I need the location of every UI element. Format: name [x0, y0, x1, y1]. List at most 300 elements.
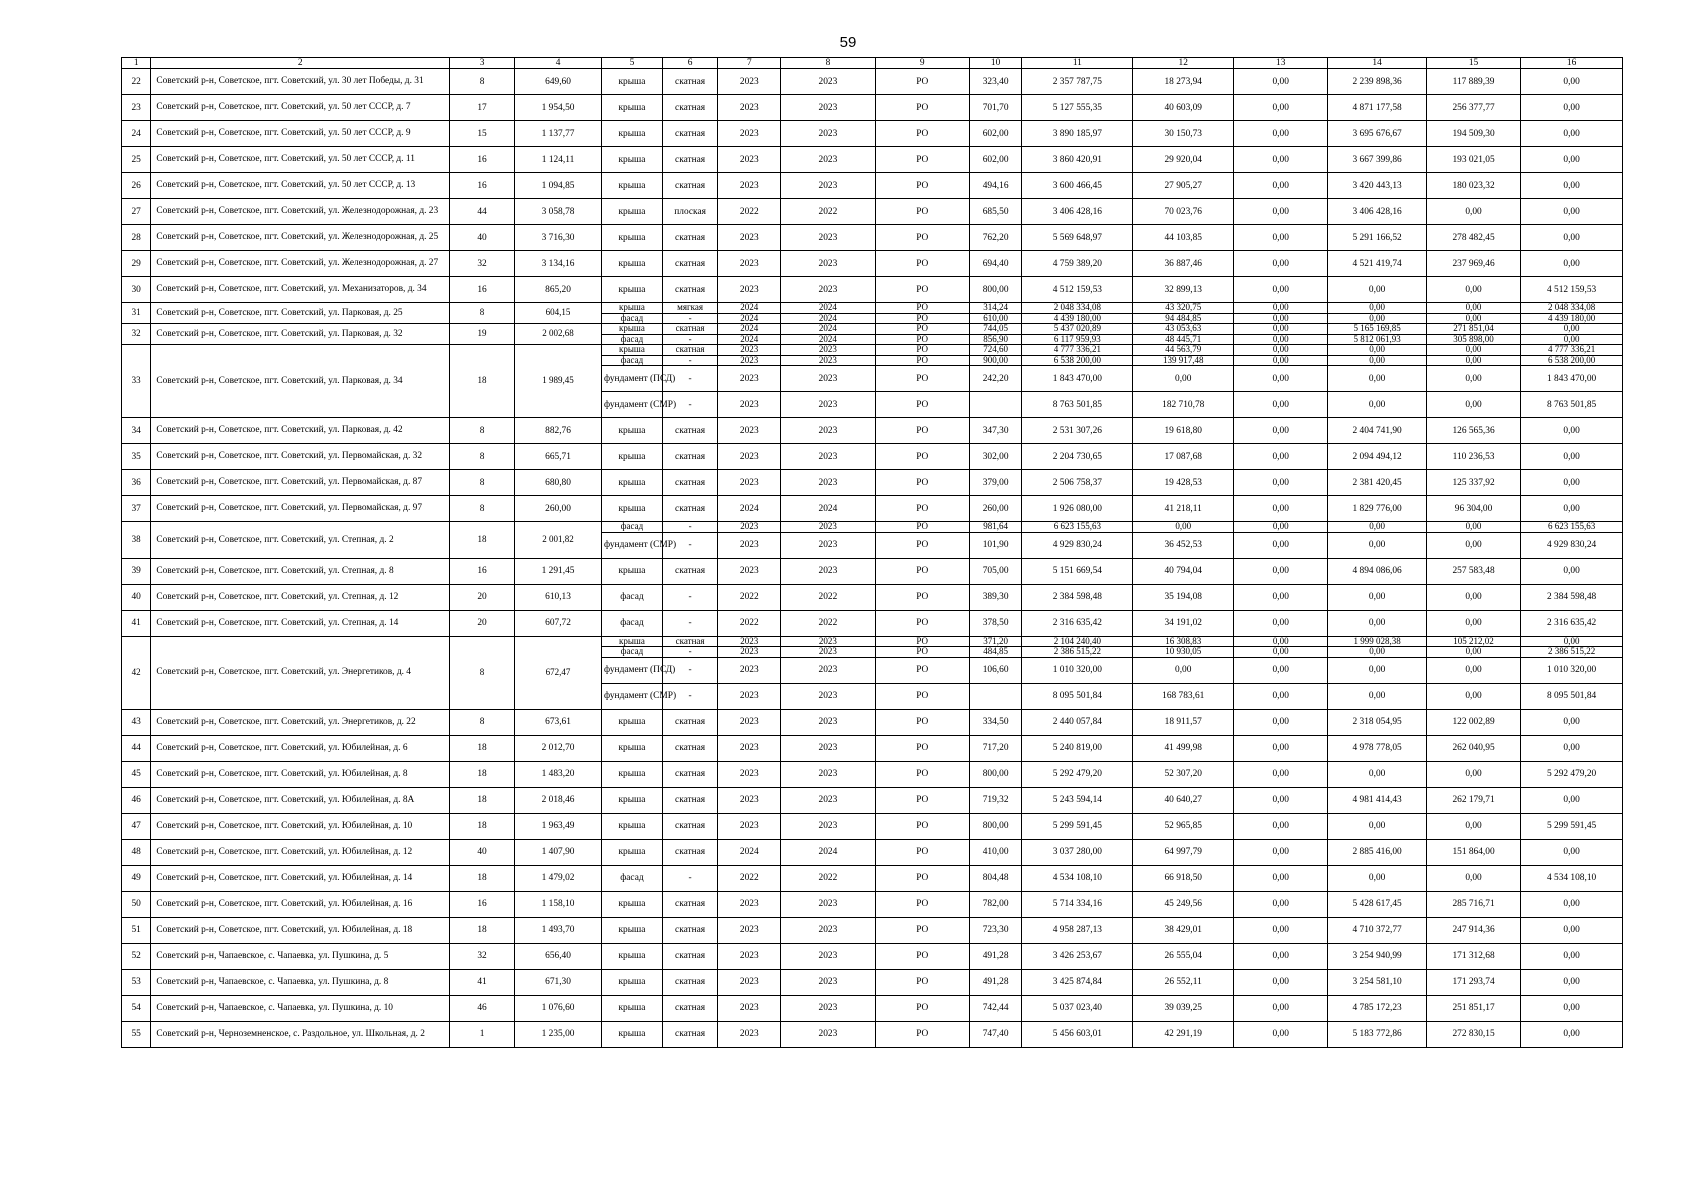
cell-col-9: РО	[875, 558, 969, 584]
cell-col-4: 2 001,82	[515, 522, 602, 559]
column-header: 6	[662, 58, 718, 69]
cell-col-9: РО	[875, 610, 969, 636]
cell-col-15: 0,00	[1426, 761, 1520, 787]
cell-col-6: скатная	[662, 496, 718, 522]
cell-col-4: 2 012,70	[515, 735, 602, 761]
cell-col-3: 8	[450, 470, 515, 496]
cell-col-5: крыша	[602, 324, 663, 335]
cell-col-6: -	[662, 334, 718, 345]
cell-col-16: 4 929 830,24	[1521, 532, 1623, 558]
cell-col-4: 1 407,90	[515, 839, 602, 865]
column-header: 1	[122, 58, 151, 69]
address-cell: Советский р-н, Чапаевское, с. Чапаевка, ул. Пушкина, д. 10	[151, 995, 450, 1021]
cell-col-8: 2023	[781, 891, 875, 917]
cell-col-3: 8	[450, 69, 515, 95]
cell-col-14: 2 885 416,00	[1328, 839, 1427, 865]
address-cell: Советский р-н, Советское, пгт. Советский, ул. Первомайская, д. 97	[151, 496, 450, 522]
cell-col-7: 2024	[718, 496, 781, 522]
cell-col-11: 5 437 020,89	[1022, 324, 1133, 335]
cell-col-3: 8	[450, 303, 515, 324]
row-number: 55	[122, 1021, 151, 1047]
address-cell: Советский р-н, Советское, пгт. Советский, ул. Парковая, д. 42	[151, 418, 450, 444]
cell-col-8: 2023	[781, 470, 875, 496]
cell-col-14: 0,00	[1328, 355, 1427, 366]
cell-col-6: -	[662, 865, 718, 891]
cell-col-6: -	[662, 522, 718, 533]
cell-col-14: 0,00	[1328, 522, 1427, 533]
cell-col-13: 0,00	[1234, 558, 1328, 584]
cell-col-7: 2023	[718, 969, 781, 995]
cell-col-5: фасад	[602, 334, 663, 345]
cell-col-14: 5 428 617,45	[1328, 891, 1427, 917]
cell-col-6: скатная	[662, 813, 718, 839]
cell-col-12: 43 053,63	[1133, 324, 1234, 335]
cell-col-16: 0,00	[1521, 787, 1623, 813]
cell-col-9: РО	[875, 444, 969, 470]
cell-col-6: -	[662, 610, 718, 636]
cell-col-3: 20	[450, 584, 515, 610]
page-number: 59	[839, 34, 857, 51]
cell-col-16: 0,00	[1521, 225, 1623, 251]
cell-col-8: 2022	[781, 199, 875, 225]
cell-col-10: 484,85	[969, 647, 1021, 658]
row-number: 27	[122, 199, 151, 225]
cell-col-3: 18	[450, 522, 515, 559]
cell-col-13: 0,00	[1234, 199, 1328, 225]
cell-col-15: 0,00	[1426, 303, 1520, 314]
column-header: 3	[450, 58, 515, 69]
table-body	[122, 69, 1623, 1048]
address-cell: Советский р-н, Советское, пгт. Советский, ул. Юбилейная, д. 6	[151, 735, 450, 761]
cell-col-3: 18	[450, 787, 515, 813]
cell-col-12: 40 603,09	[1133, 95, 1234, 121]
cell-col-6: скатная	[662, 943, 718, 969]
cell-col-8: 2023	[781, 225, 875, 251]
cell-col-4: 1 479,02	[515, 865, 602, 891]
cell-col-14: 0,00	[1328, 584, 1427, 610]
repair-register-table	[121, 57, 1623, 1048]
cell-col-11: 1 926 080,00	[1022, 496, 1133, 522]
cell-col-3: 16	[450, 147, 515, 173]
cell-col-9: РО	[875, 683, 969, 709]
cell-col-3: 32	[450, 251, 515, 277]
cell-col-8: 2023	[781, 657, 875, 683]
cell-col-13: 0,00	[1234, 761, 1328, 787]
cell-col-6: -	[662, 683, 718, 709]
cell-col-10: 701,70	[969, 95, 1021, 121]
address-cell: Советский р-н, Советское, пгт. Советский, ул. Энергетиков, д. 4	[151, 636, 450, 709]
cell-col-8: 2024	[781, 334, 875, 345]
cell-col-7: 2023	[718, 444, 781, 470]
cell-col-4: 1 483,20	[515, 761, 602, 787]
cell-col-15: 271 851,04	[1426, 324, 1520, 335]
cell-col-12: 27 905,27	[1133, 173, 1234, 199]
cell-col-11: 3 890 185,97	[1022, 121, 1133, 147]
cell-col-16: 6 623 155,63	[1521, 522, 1623, 533]
cell-col-14: 0,00	[1328, 761, 1427, 787]
cell-col-7: 2023	[718, 251, 781, 277]
address-cell: Советский р-н, Советское, пгт. Советский, ул. Энергетиков, д. 22	[151, 709, 450, 735]
cell-col-7: 2023	[718, 225, 781, 251]
table-row	[122, 199, 1623, 225]
cell-col-14: 2 094 494,12	[1328, 444, 1427, 470]
column-header: 10	[969, 58, 1021, 69]
cell-col-15: 96 304,00	[1426, 496, 1520, 522]
cell-col-15: 247 914,36	[1426, 917, 1520, 943]
table-subrow	[122, 522, 1623, 533]
cell-col-6: -	[662, 392, 718, 418]
cell-col-7: 2023	[718, 636, 781, 647]
table-row	[122, 584, 1623, 610]
cell-col-3: 8	[450, 496, 515, 522]
cell-col-6: скатная	[662, 709, 718, 735]
cell-col-7: 2023	[718, 813, 781, 839]
cell-col-8: 2024	[781, 313, 875, 324]
cell-col-13: 0,00	[1234, 532, 1328, 558]
cell-col-12: 17 087,68	[1133, 444, 1234, 470]
column-header: 15	[1426, 58, 1520, 69]
cell-col-8: 2024	[781, 324, 875, 335]
cell-col-13: 0,00	[1234, 610, 1328, 636]
address-cell: Советский р-н, Советское, пгт. Советский, ул. 50 лет СССР, д. 9	[151, 121, 450, 147]
cell-col-10: 800,00	[969, 277, 1021, 303]
cell-col-13: 0,00	[1234, 277, 1328, 303]
cell-col-5: крыша	[602, 147, 663, 173]
cell-col-16: 0,00	[1521, 735, 1623, 761]
cell-col-9: РО	[875, 761, 969, 787]
cell-col-15: 0,00	[1426, 355, 1520, 366]
row-number: 30	[122, 277, 151, 303]
cell-col-13: 0,00	[1234, 496, 1328, 522]
cell-col-3: 16	[450, 277, 515, 303]
cell-col-14: 4 978 778,05	[1328, 735, 1427, 761]
cell-col-12: 40 794,04	[1133, 558, 1234, 584]
cell-col-16: 6 538 200,00	[1521, 355, 1623, 366]
cell-col-4: 882,76	[515, 418, 602, 444]
row-number: 39	[122, 558, 151, 584]
cell-col-10: 602,00	[969, 121, 1021, 147]
row-number: 25	[122, 147, 151, 173]
cell-col-15: 0,00	[1426, 584, 1520, 610]
cell-col-9: РО	[875, 147, 969, 173]
cell-col-7: 2023	[718, 761, 781, 787]
cell-col-15: 194 509,30	[1426, 121, 1520, 147]
cell-col-11: 2 316 635,42	[1022, 610, 1133, 636]
cell-col-7: 2023	[718, 735, 781, 761]
row-number: 26	[122, 173, 151, 199]
cell-col-16: 0,00	[1521, 470, 1623, 496]
cell-col-12: 45 249,56	[1133, 891, 1234, 917]
cell-col-15: 0,00	[1426, 366, 1520, 392]
table-row	[122, 147, 1623, 173]
cell-col-13: 0,00	[1234, 917, 1328, 943]
table-row	[122, 95, 1623, 121]
row-number: 44	[122, 735, 151, 761]
address-cell: Советский р-н, Советское, пгт. Советский, ул. Юбилейная, д. 18	[151, 917, 450, 943]
cell-col-5: крыша	[602, 277, 663, 303]
cell-col-6: скатная	[662, 69, 718, 95]
row-number: 34	[122, 418, 151, 444]
cell-col-15: 126 565,36	[1426, 418, 1520, 444]
cell-col-4: 1 989,45	[515, 345, 602, 418]
cell-col-3: 46	[450, 995, 515, 1021]
table-subrow	[122, 303, 1623, 314]
cell-col-3: 40	[450, 225, 515, 251]
cell-col-10: 371,20	[969, 636, 1021, 647]
cell-col-6: -	[662, 647, 718, 658]
table-row	[122, 610, 1623, 636]
table-row	[122, 995, 1623, 1021]
cell-col-12: 0,00	[1133, 657, 1234, 683]
cell-col-7: 2023	[718, 683, 781, 709]
cell-col-6: скатная	[662, 917, 718, 943]
cell-col-14: 0,00	[1328, 392, 1427, 418]
cell-col-5: фундамент (СМР)	[602, 392, 663, 418]
cell-col-5: крыша	[602, 470, 663, 496]
address-cell: Советский р-н, Советское, пгт. Советский, ул. Парковая, д. 25	[151, 303, 450, 324]
cell-col-3: 18	[450, 761, 515, 787]
cell-col-10: 685,50	[969, 199, 1021, 225]
cell-col-5: фасад	[602, 584, 663, 610]
address-cell: Советский р-н, Советское, пгт. Советский, ул. Механизаторов, д. 34	[151, 277, 450, 303]
cell-col-15: 0,00	[1426, 865, 1520, 891]
cell-col-12: 0,00	[1133, 366, 1234, 392]
cell-col-14: 5 165 169,85	[1328, 324, 1427, 335]
cell-col-10: 747,40	[969, 1021, 1021, 1047]
cell-col-5: крыша	[602, 995, 663, 1021]
cell-col-6: -	[662, 313, 718, 324]
cell-col-6: скатная	[662, 251, 718, 277]
row-number: 29	[122, 251, 151, 277]
cell-col-10: 491,28	[969, 943, 1021, 969]
cell-col-11: 4 958 287,13	[1022, 917, 1133, 943]
cell-col-11: 4 929 830,24	[1022, 532, 1133, 558]
cell-col-15: 272 830,15	[1426, 1021, 1520, 1047]
cell-col-12: 42 291,19	[1133, 1021, 1234, 1047]
cell-col-8: 2023	[781, 943, 875, 969]
address-cell: Советский р-н, Советское, пгт. Советский, ул. Юбилейная, д. 14	[151, 865, 450, 891]
cell-col-12: 44 563,79	[1133, 345, 1234, 356]
cell-col-13: 0,00	[1234, 636, 1328, 647]
cell-col-16: 0,00	[1521, 324, 1623, 335]
cell-col-13: 0,00	[1234, 839, 1328, 865]
cell-col-4: 260,00	[515, 496, 602, 522]
cell-col-7: 2024	[718, 839, 781, 865]
cell-col-14: 2 239 898,36	[1328, 69, 1427, 95]
table-header	[122, 58, 1623, 69]
cell-col-16: 0,00	[1521, 1021, 1623, 1047]
column-header: 4	[515, 58, 602, 69]
cell-col-11: 5 037 023,40	[1022, 995, 1133, 1021]
cell-col-16: 0,00	[1521, 558, 1623, 584]
cell-col-5: крыша	[602, 709, 663, 735]
cell-col-15: 151 864,00	[1426, 839, 1520, 865]
cell-col-13: 0,00	[1234, 334, 1328, 345]
cell-col-9: РО	[875, 1021, 969, 1047]
cell-col-10: 694,40	[969, 251, 1021, 277]
cell-col-12: 35 194,08	[1133, 584, 1234, 610]
cell-col-12: 29 920,04	[1133, 147, 1234, 173]
cell-col-15: 262 040,95	[1426, 735, 1520, 761]
cell-col-12: 139 917,48	[1133, 355, 1234, 366]
cell-col-6: -	[662, 532, 718, 558]
cell-col-5: крыша	[602, 444, 663, 470]
cell-col-13: 0,00	[1234, 173, 1328, 199]
row-number: 32	[122, 324, 151, 345]
cell-col-9: РО	[875, 334, 969, 345]
cell-col-9: РО	[875, 225, 969, 251]
cell-col-5: фундамент (ПСД)	[602, 657, 663, 683]
cell-col-6: скатная	[662, 969, 718, 995]
cell-col-9: РО	[875, 277, 969, 303]
row-number: 41	[122, 610, 151, 636]
cell-col-13: 0,00	[1234, 251, 1328, 277]
cell-col-10: 101,90	[969, 532, 1021, 558]
cell-col-6: скатная	[662, 1021, 718, 1047]
cell-col-3: 1	[450, 1021, 515, 1047]
cell-col-3: 44	[450, 199, 515, 225]
cell-col-16: 0,00	[1521, 917, 1623, 943]
cell-col-3: 41	[450, 969, 515, 995]
cell-col-4: 1 291,45	[515, 558, 602, 584]
cell-col-4: 665,71	[515, 444, 602, 470]
cell-col-14: 0,00	[1328, 366, 1427, 392]
cell-col-8: 2024	[781, 496, 875, 522]
cell-col-10: 705,00	[969, 558, 1021, 584]
cell-col-9: РО	[875, 121, 969, 147]
cell-col-7: 2023	[718, 917, 781, 943]
cell-col-5: крыша	[602, 943, 663, 969]
cell-col-15: 262 179,71	[1426, 787, 1520, 813]
cell-col-11: 3 425 874,84	[1022, 969, 1133, 995]
table-row	[122, 787, 1623, 813]
cell-col-10: 782,00	[969, 891, 1021, 917]
row-number: 49	[122, 865, 151, 891]
cell-col-15: 117 889,39	[1426, 69, 1520, 95]
cell-col-4: 1 493,70	[515, 917, 602, 943]
cell-col-10: 900,00	[969, 355, 1021, 366]
cell-col-15: 193 021,05	[1426, 147, 1520, 173]
cell-col-8: 2023	[781, 813, 875, 839]
cell-col-12: 66 918,50	[1133, 865, 1234, 891]
cell-col-10	[969, 392, 1021, 418]
cell-col-3: 18	[450, 813, 515, 839]
table-row	[122, 173, 1623, 199]
cell-col-7: 2023	[718, 1021, 781, 1047]
cell-col-15: 125 337,92	[1426, 470, 1520, 496]
address-cell: Советский р-н, Советское, пгт. Советский, ул. Юбилейная, д. 10	[151, 813, 450, 839]
cell-col-13: 0,00	[1234, 121, 1328, 147]
address-cell: Советский р-н, Советское, пгт. Советский, ул. Парковая, д. 34	[151, 345, 450, 418]
cell-col-4: 671,30	[515, 969, 602, 995]
table-row	[122, 251, 1623, 277]
cell-col-13: 0,00	[1234, 522, 1328, 533]
table-row	[122, 418, 1623, 444]
cell-col-13: 0,00	[1234, 313, 1328, 324]
cell-col-7: 2024	[718, 324, 781, 335]
cell-col-5: крыша	[602, 95, 663, 121]
cell-col-9: РО	[875, 345, 969, 356]
cell-col-16: 4 439 180,00	[1521, 313, 1623, 324]
cell-col-10: 334,50	[969, 709, 1021, 735]
row-number: 53	[122, 969, 151, 995]
cell-col-9: РО	[875, 709, 969, 735]
cell-col-3: 16	[450, 558, 515, 584]
cell-col-10: 379,00	[969, 470, 1021, 496]
cell-col-11: 5 151 669,54	[1022, 558, 1133, 584]
cell-col-5: крыша	[602, 917, 663, 943]
cell-col-8: 2023	[781, 147, 875, 173]
cell-col-14: 0,00	[1328, 345, 1427, 356]
cell-col-3: 18	[450, 345, 515, 418]
cell-col-14: 4 710 372,77	[1328, 917, 1427, 943]
cell-col-15: 0,00	[1426, 345, 1520, 356]
cell-col-9: РО	[875, 787, 969, 813]
cell-col-4: 3 058,78	[515, 199, 602, 225]
cell-col-8: 2022	[781, 865, 875, 891]
cell-col-5: крыша	[602, 636, 663, 647]
cell-col-8: 2023	[781, 277, 875, 303]
row-number: 47	[122, 813, 151, 839]
row-number: 43	[122, 709, 151, 735]
cell-col-8: 2023	[781, 69, 875, 95]
row-number: 51	[122, 917, 151, 943]
cell-col-8: 2023	[781, 761, 875, 787]
cell-col-14: 0,00	[1328, 610, 1427, 636]
cell-col-10: 744,05	[969, 324, 1021, 335]
cell-col-8: 2023	[781, 444, 875, 470]
column-header: 16	[1521, 58, 1623, 69]
row-number: 23	[122, 95, 151, 121]
address-cell: Советский р-н, Советское, пгт. Советский, ул. Железнодорожная, д. 27	[151, 251, 450, 277]
address-cell: Советский р-н, Советское, пгт. Советский, ул. 30 лет Победы, д. 31	[151, 69, 450, 95]
cell-col-14: 4 894 086,06	[1328, 558, 1427, 584]
cell-col-12: 39 039,25	[1133, 995, 1234, 1021]
address-cell: Советский р-н, Советское, пгт. Советский, ул. Парковая, д. 32	[151, 324, 450, 345]
cell-col-5: фасад	[602, 313, 663, 324]
cell-col-14: 0,00	[1328, 657, 1427, 683]
cell-col-14: 5 183 772,86	[1328, 1021, 1427, 1047]
column-header: 14	[1328, 58, 1427, 69]
cell-col-11: 3 426 253,67	[1022, 943, 1133, 969]
cell-col-8: 2023	[781, 251, 875, 277]
cell-col-11: 5 240 819,00	[1022, 735, 1133, 761]
cell-col-15: 0,00	[1426, 277, 1520, 303]
row-number: 42	[122, 636, 151, 709]
cell-col-3: 20	[450, 610, 515, 636]
cell-col-14: 2 381 420,45	[1328, 470, 1427, 496]
cell-col-13: 0,00	[1234, 1021, 1328, 1047]
cell-col-4: 1 124,11	[515, 147, 602, 173]
cell-col-7: 2023	[718, 891, 781, 917]
row-number: 48	[122, 839, 151, 865]
cell-col-6: скатная	[662, 444, 718, 470]
cell-col-5: крыша	[602, 891, 663, 917]
cell-col-13: 0,00	[1234, 366, 1328, 392]
cell-col-7: 2023	[718, 366, 781, 392]
cell-col-10: 724,60	[969, 345, 1021, 356]
cell-col-3: 40	[450, 839, 515, 865]
cell-col-8: 2023	[781, 969, 875, 995]
cell-col-7: 2023	[718, 121, 781, 147]
cell-col-14: 0,00	[1328, 647, 1427, 658]
cell-col-12: 41 499,98	[1133, 735, 1234, 761]
cell-col-15: 171 312,68	[1426, 943, 1520, 969]
cell-col-11: 4 759 389,20	[1022, 251, 1133, 277]
cell-col-8: 2023	[781, 558, 875, 584]
cell-col-16: 0,00	[1521, 636, 1623, 647]
cell-col-12: 30 150,73	[1133, 121, 1234, 147]
